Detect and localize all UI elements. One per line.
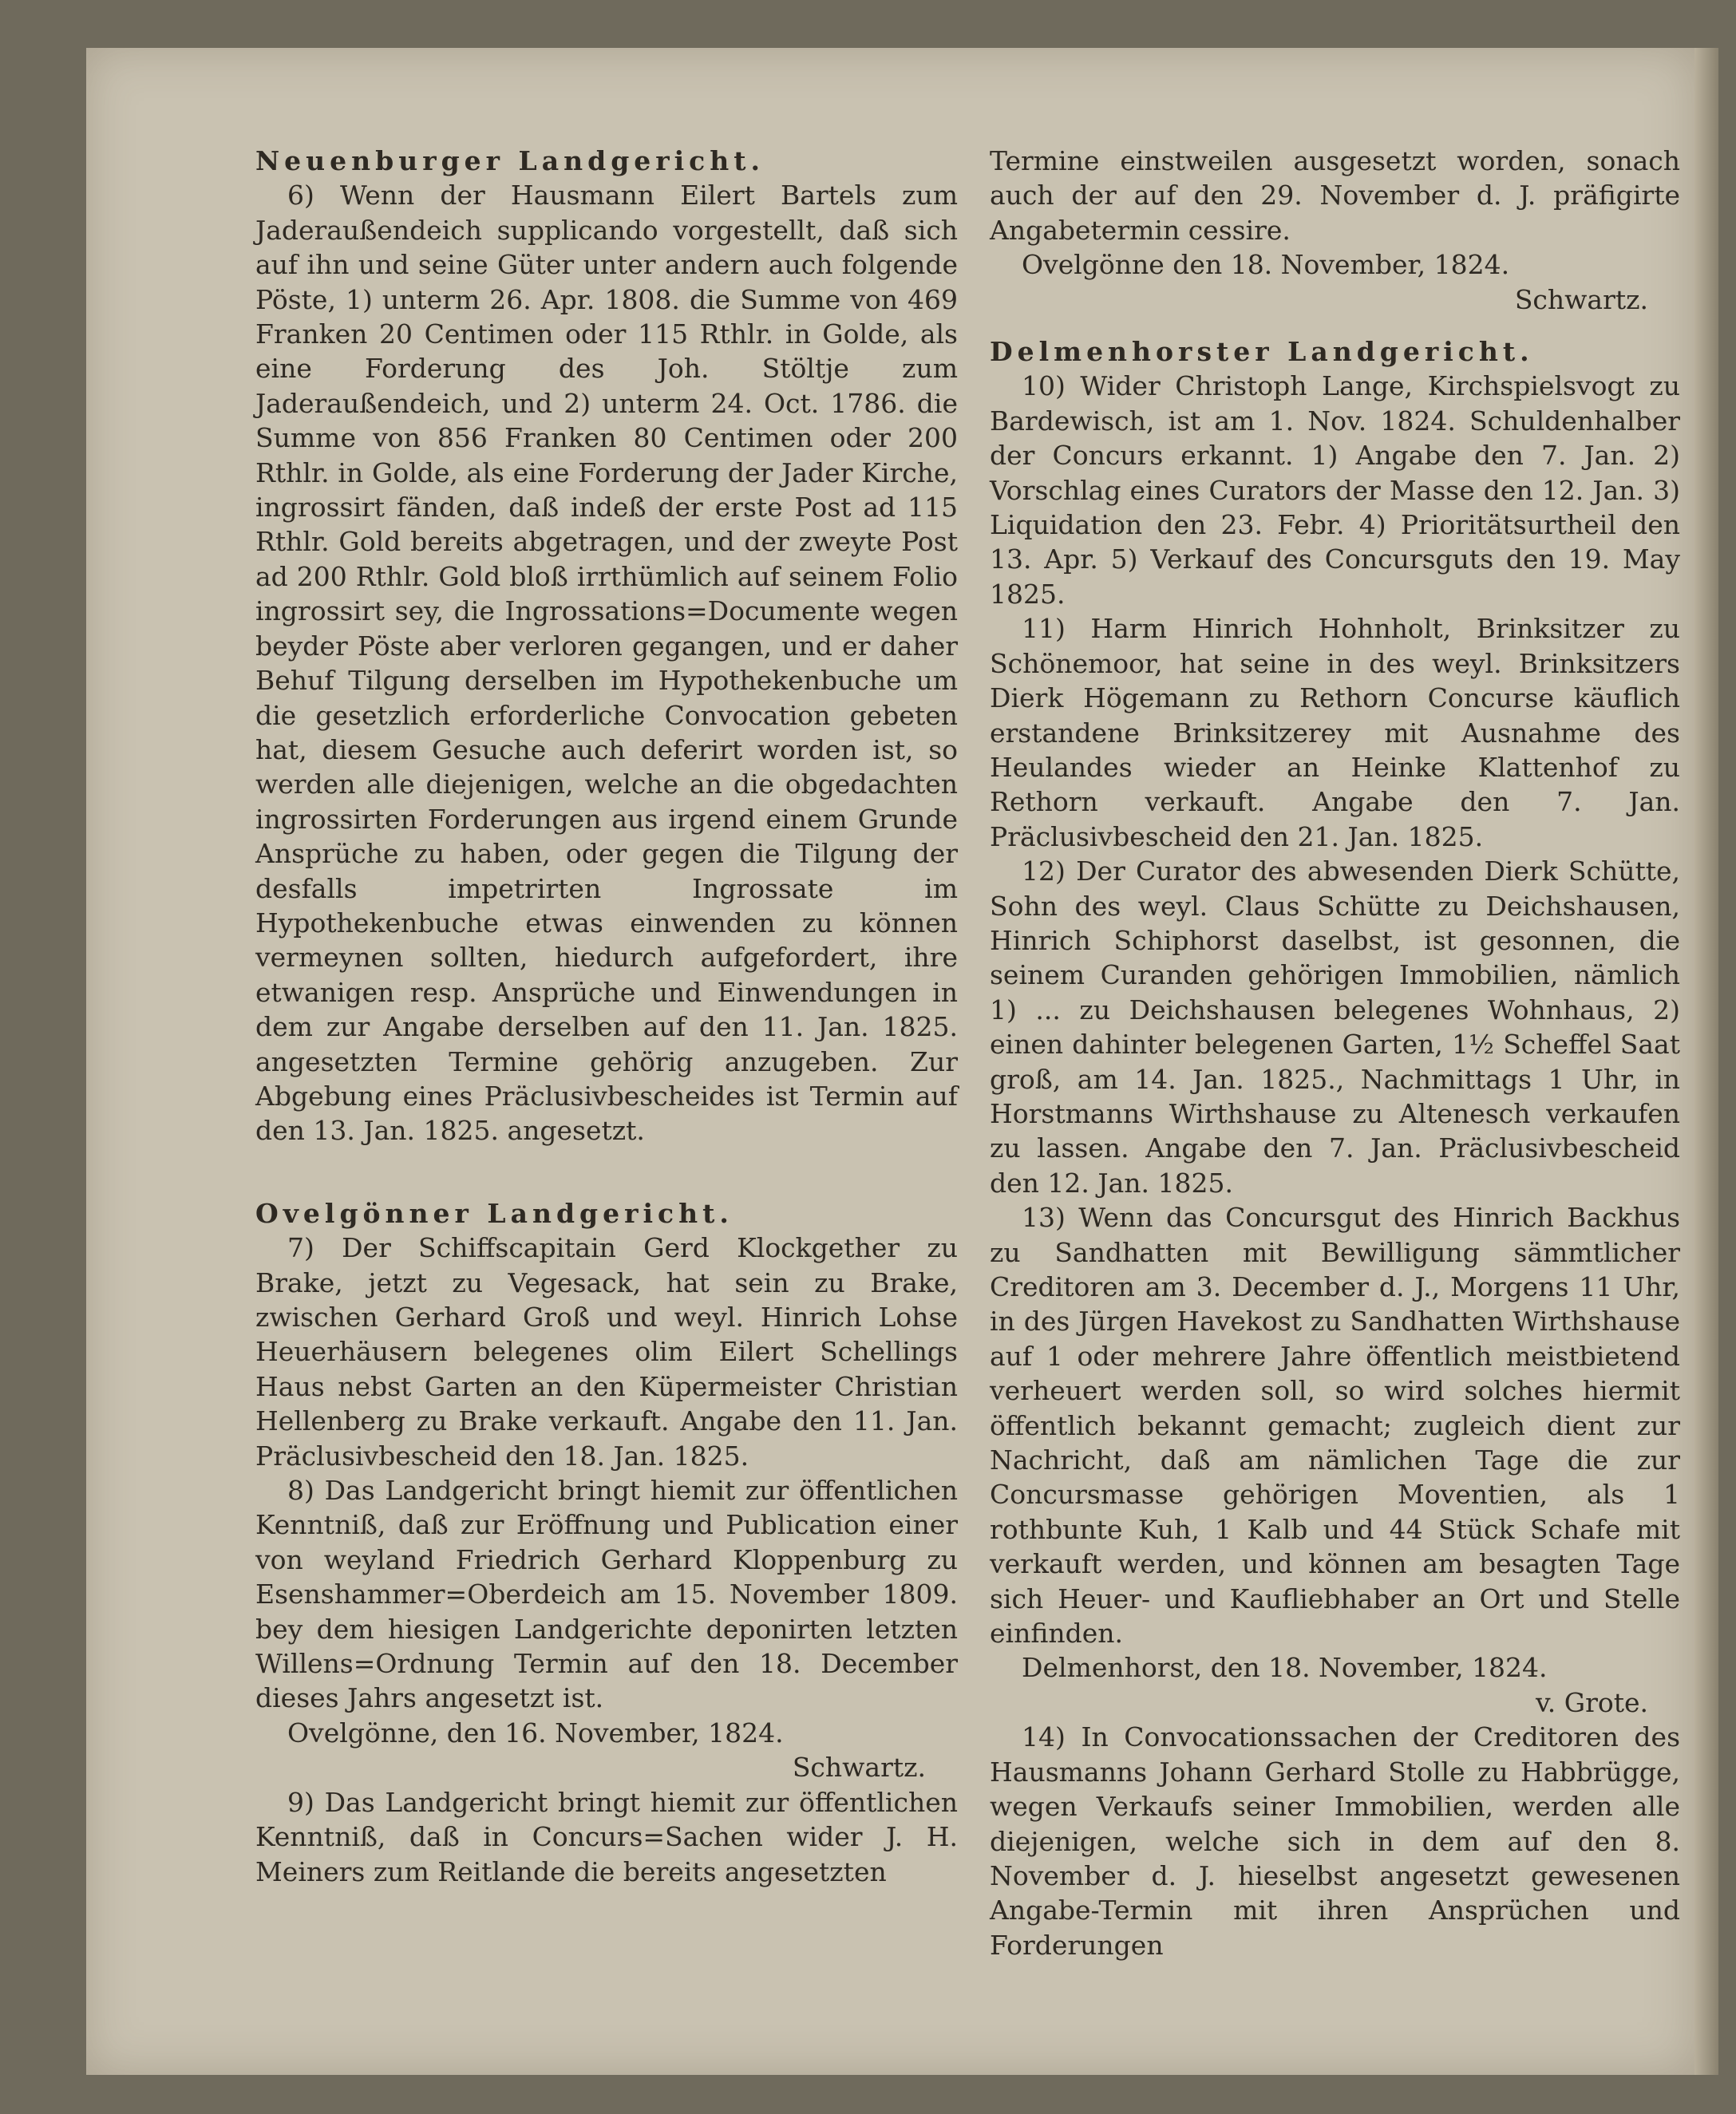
notice-8: 8) Das Landgericht bringt hiemit zur öffentlichen Kenntniß, daß zur Eröffnung und Publication einer von weyland Friedrich Gerhard Kloppenburg zu Esenshammer=Oberdeich am 15. November 1809. bey dem hiesigen Landgerichte deponirten letzten Willens=Ordnung Termin auf den 18. December dieses Jahrs angesetzt ist.: [255, 1475, 958, 1714]
signature-grote: v. Grote.: [1536, 1686, 1648, 1718]
signature-schwartz-2: Schwartz.: [1514, 283, 1648, 315]
notice-13: 13) Wenn das Concursgut des Hinrich Backhus zu Sandhatten mit Bewilligung sämmtlicher Creditoren am 3. December d. J., Morgens 11 Uhr, in des Jürgen Havekost zu Sandhatten Wirthshause auf 1 oder mehrere Jahre öffentlich meistbietend verheuert werden soll, so wird solches hiermit öffentlich bekannt gemacht; zugleich dient zur Nachricht, daß am nämlichen Tage die zur Concursmasse gehörigen Moventien, als 1 rothbunte Kuh, 1 Kalb und 44 Stück Schafe mit verkauft werden, und können am besagten Tage sich Heuer- und Kaufliebhaber an Ort und Stelle einfinden.: [990, 1202, 1680, 1650]
section-heading-ovelgoenne: Ovelgönner Landgericht.: [255, 1197, 734, 1229]
notice-7: 7) Der Schiffscapitain Gerd Klockgether zu Brake, jetzt zu Vegesack, hat sein zu Brake, zwischen Gerhard Groß und weyl. Hinrich Lohse Heuerhäusern belegenes olim Eilert Schellings Haus nebst Garten an den Küpermeister Christian Hellenberg zu Brake verkauft. Angabe den 11. Jan. Präclusivbescheid den 18. Jan. 1825.: [255, 1232, 958, 1472]
notice-9-continued: Termine einstweilen ausgesetzt worden, sonach auch der auf den 29. November d. J. präfigirte Angabetermin cessire.: [990, 145, 1680, 246]
page-edge: [1694, 48, 1718, 2075]
notice-11: 11) Harm Hinrich Hohnholt, Brinksitzer zu Schönemoor, hat seine in des weyl. Brinksitzers Dierk Högemann zu Rethorn Concurse käuflich erstandene Brinksitzerey mit Ausnahme des Heulandes wieder an Heinke Klattenhof zu Rethorn verkauft. Angabe den 7. Jan. Präclusivbescheid den 21. Jan. 1825.: [990, 613, 1680, 852]
notice-12: 12) Der Curator des abwesenden Dierk Schütte, Sohn des weyl. Claus Schütte zu Deichshausen, Hinrich Schiphorst daselbst, ist gesonnen, die seinem Curanden gehörigen Immobilien, nämlich 1) ... zu Deichshausen belegenes Wohnhaus, 2) einen dahinter belegenen Garten, 1½ Scheffel Saat groß, am 14. Jan. 1825., Nachmittags 1 Uhr, in Horstmanns Wirthshause zu Altenesch verkaufen zu lassen. Angabe den 7. Jan. Präclusivbescheid den 12. Jan. 1825.: [990, 855, 1680, 1199]
notice-6: 6) Wenn der Hausmann Eilert Bartels zum Jaderaußendeich supplicando vorgestellt, daß sich auf ihn und seine Güter unter andern auch folgende Pöste, 1) unterm 26. Apr. 1808. die Summe von 469 Franken 20 Centimen oder 115 Rthlr. in Golde, als eine Forderung des Joh. Stöltje zum Jaderaußendeich, und 2) unterm 24. Oct. 1786. die Summe von 856 Franken 80 Centimen oder 200 Rthlr. in Golde, als eine Forderung der Jader Kirche, ingrossirt fänden, daß indeß der erste Post ad 115 Rthlr. Gold bereits abgetragen, und der zweyte Post ad 200 Rthlr. Gold bloß irrthümlich auf seinem Folio ingrossirt sey, die Ingrossations=Documente wegen beyder Pöste aber verloren gegangen, und er daher Behuf Tilgung derselben im Hypothekenbuche um die gesetzlich erforderliche Convocation gebeten hat, diesem Gesuche auch deferirt worden ist, so werden alle diejenigen, welche an die obgedachten ingrossirten Forderungen aus irgend einem Grunde Ansprüche zu haben, oder gegen die Tilgung der desfalls impetrirten Ingrossate im Hypothekenbuche etwas einwenden zu können vermeynen sollten, hiedurch aufgefordert, ihre etwanigen resp. Ansprüche und Einwendungen in dem zur Angabe derselben auf den 11. Jan. 1825. angesetzten Termine gehörig anzugeben. Zur Abgebung eines Präclusivbescheides ist Termin auf den 13. Jan. 1825. angesetzt.: [255, 180, 958, 1147]
dateline-ovelgoenne: Ovelgönne, den 16. November, 1824.: [287, 1717, 784, 1748]
right-column: [990, 144, 1680, 1962]
section-heading-delmenhorst: Delmenhorster Landgericht.: [990, 336, 1534, 368]
section-heading-neuenburg: Neuenburger Landgericht.: [255, 145, 765, 176]
signature-schwartz: Schwartz.: [792, 1752, 926, 1784]
notice-14: 14) In Convocationssachen der Creditoren des Hausmanns Johann Gerhard Stolle zu Habbrügge, wegen Verkaufs seiner Immobilien, werden alle diejenigen, welche sich in dem auf den 8. November d. J. hieselbst angesetzt gewesenen Angabe-Termin mit ihren Ansprüchen und Forderungen: [990, 1721, 1680, 1961]
notice-9: 9) Das Landgericht bringt hiemit zur öffentlichen Kenntniß, daß in Concurs=Sachen wider J. H. Meiners zum Reitlande die bereits angesetzten: [255, 1786, 958, 1887]
dateline-ovelgoenne-2: Ovelgönne den 18. November, 1824.: [1022, 249, 1510, 281]
dateline-delmenhorst: Delmenhorst, den 18. November, 1824.: [1022, 1652, 1548, 1684]
notice-10: 10) Wider Christoph Lange, Kirchspielsvogt zu Bardewisch, ist am 1. Nov. 1824. Schuldenhalber der Concurs erkannt. 1) Angabe den 7. Jan. 2) Vorschlag eines Curators der Masse den 12. Jan. 3) Liquidation den 23. Febr. 4) Prioritätsurtheil den 13. Apr. 5) Verkauf des Concursguts den 19. May 1825.: [990, 370, 1680, 610]
left-column: [255, 144, 958, 1889]
